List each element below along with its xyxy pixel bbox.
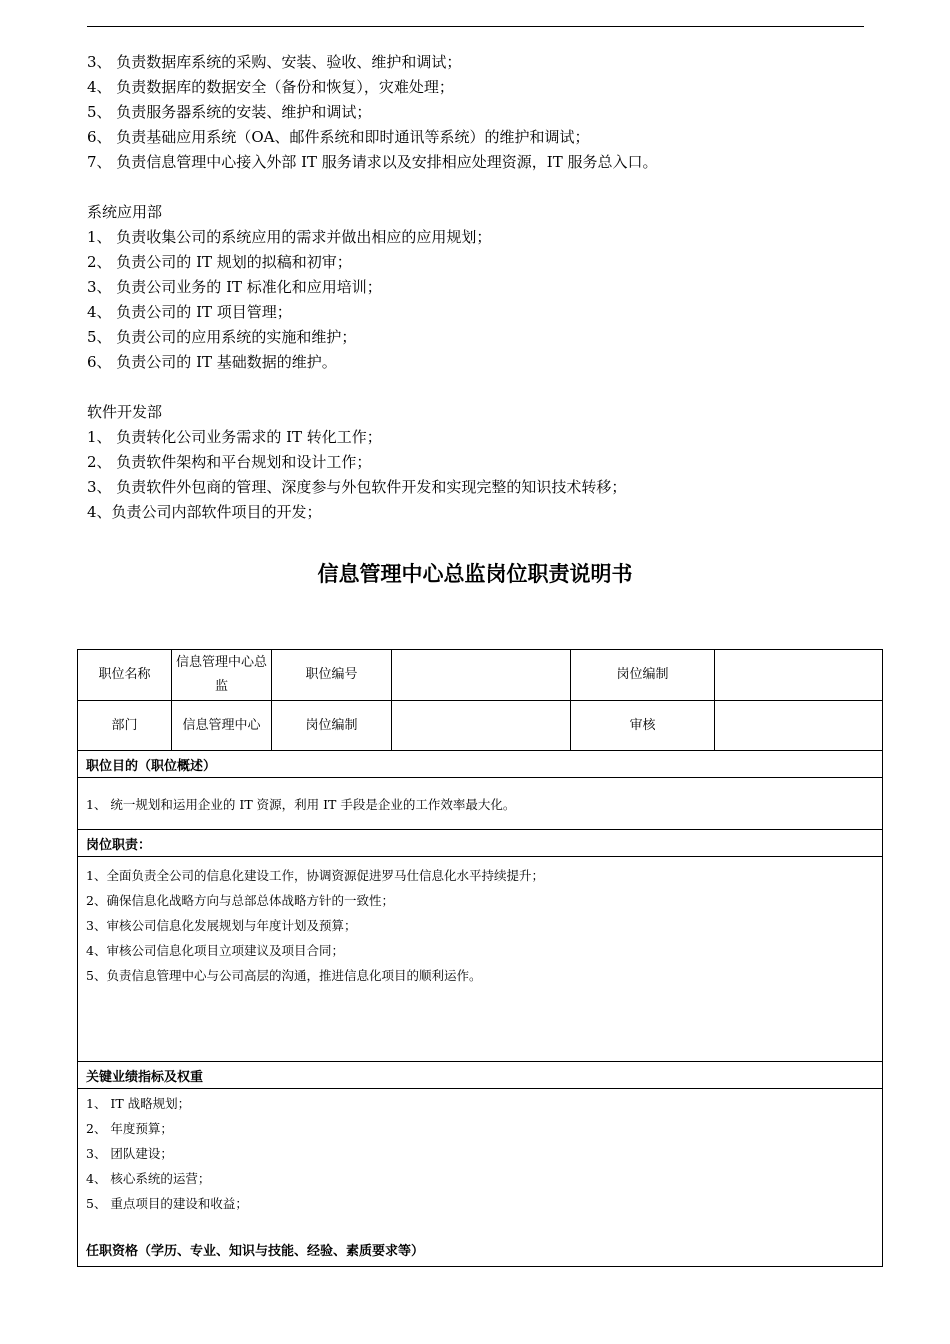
table-row: [78, 650, 883, 701]
table-row: [78, 1062, 883, 1089]
headcount-label-2: 岗位编制: [272, 701, 392, 751]
department-label: 部门: [78, 701, 172, 751]
position-name-label: 职位名称: [78, 650, 172, 701]
headcount-value: [715, 650, 883, 701]
table-row: [78, 751, 883, 778]
kpi-list: [78, 1089, 883, 1267]
job-description-table: [77, 649, 883, 1267]
list-item: 1、全面负责全公司的信息化建设工作，协调资源促进罗马仕信息化水平持续提升；: [86, 868, 544, 883]
document-title: 信息管理中心总监岗位职责说明书: [317, 562, 633, 586]
list-item: 3、 负责软件外包商的管理、深度参与外包软件开发和实现完整的知识技术转移；: [87, 478, 627, 496]
list-item: 1、 负责收集公司的系统应用的需求并做出相应的应用规划；: [87, 228, 492, 246]
list-item: 5、 负责服务器系统的安装、维护和调试；: [87, 103, 372, 121]
list-item: 7、 负责信息管理中心接入外部 IT 服务请求以及安排相应处理资源，IT 服务总入口。: [87, 153, 658, 171]
list-item: 3、 负责公司业务的 IT 标准化和应用培训；: [87, 278, 382, 296]
table-row: [78, 778, 883, 830]
position-code-label: 职位编号: [272, 650, 392, 701]
list-item: 4、负责公司内部软件项目的开发；: [87, 503, 322, 521]
list-item: 2、 负责软件架构和平台规划和设计工作；: [87, 453, 372, 471]
table-row: [78, 701, 883, 751]
purpose-heading: 职位目的（职位概述）: [78, 751, 883, 778]
header-rule: [87, 26, 864, 27]
department-value: 信息管理中心: [172, 701, 272, 751]
list-item: 1、 负责转化公司业务需求的 IT 转化工作；: [87, 428, 382, 446]
review-value: [715, 701, 883, 751]
it-ops-duty-list: [87, 50, 877, 175]
headcount-label: 岗位编制: [571, 650, 715, 701]
list-item: 4、 负责公司的 IT 项目管理；: [87, 303, 292, 321]
list-item: 4、 负责数据库的数据安全（备份和恢复），灾难处理；: [87, 78, 454, 96]
list-item: 4、审核公司信息化项目立项建议及项目合同；: [86, 943, 344, 958]
list-item: 2、 负责公司的 IT 规划的拟稿和初审；: [87, 253, 352, 271]
list-item: 3、 团队建设；: [86, 1146, 173, 1161]
list-item: 4、 核心系统的运营；: [86, 1171, 211, 1186]
app-dept-section: [87, 200, 877, 375]
list-item: 2、确保信息化战略方向与总部总体战略方针的一致性；: [86, 893, 394, 908]
table-row: [78, 857, 883, 1062]
review-label: 审核: [571, 701, 715, 751]
position-code-value: [392, 650, 571, 701]
list-item: 5、 重点项目的建设和收益；: [86, 1196, 248, 1211]
list-item: 5、 负责公司的应用系统的实施和维护；: [87, 328, 357, 346]
table-row: [78, 1089, 883, 1267]
purpose-text: 1、 统一规划和运用企业的 IT 资源，利用 IT 手段是企业的工作效率最大化。: [78, 778, 883, 830]
table-row: [78, 830, 883, 857]
list-item: 6、 负责公司的 IT 基础数据的维护。: [87, 353, 337, 371]
list-item: 5、负责信息管理中心与公司高层的沟通，推进信息化项目的顺利运作。: [86, 968, 482, 983]
document-body: [87, 50, 877, 525]
list-item: 1、 IT 战略规划；: [86, 1096, 191, 1111]
headcount-value-2: [392, 701, 571, 751]
section-heading: 软件开发部: [87, 403, 163, 421]
section-heading: 系统应用部: [87, 203, 163, 221]
kpi-heading: 关键业绩指标及权重: [78, 1062, 883, 1089]
list-item: 3、 负责数据库系统的采购、安装、验收、维护和调试；: [87, 53, 462, 71]
dev-dept-section: [87, 400, 877, 525]
duties-heading: 岗位职责：: [78, 830, 883, 857]
qualifications-heading: 任职资格（学历、专业、知识与技能、经验、素质要求等）: [86, 1244, 425, 1259]
duties-list: [78, 857, 883, 1062]
list-item: 6、 负责基础应用系统（OA、邮件系统和即时通讯等系统）的维护和调试；: [87, 128, 590, 146]
position-name-value: 信息管理中心总监: [172, 650, 272, 701]
list-item: 2、 年度预算；: [86, 1121, 173, 1136]
list-item: 3、审核公司信息化发展规划与年度计划及预算；: [86, 918, 357, 933]
